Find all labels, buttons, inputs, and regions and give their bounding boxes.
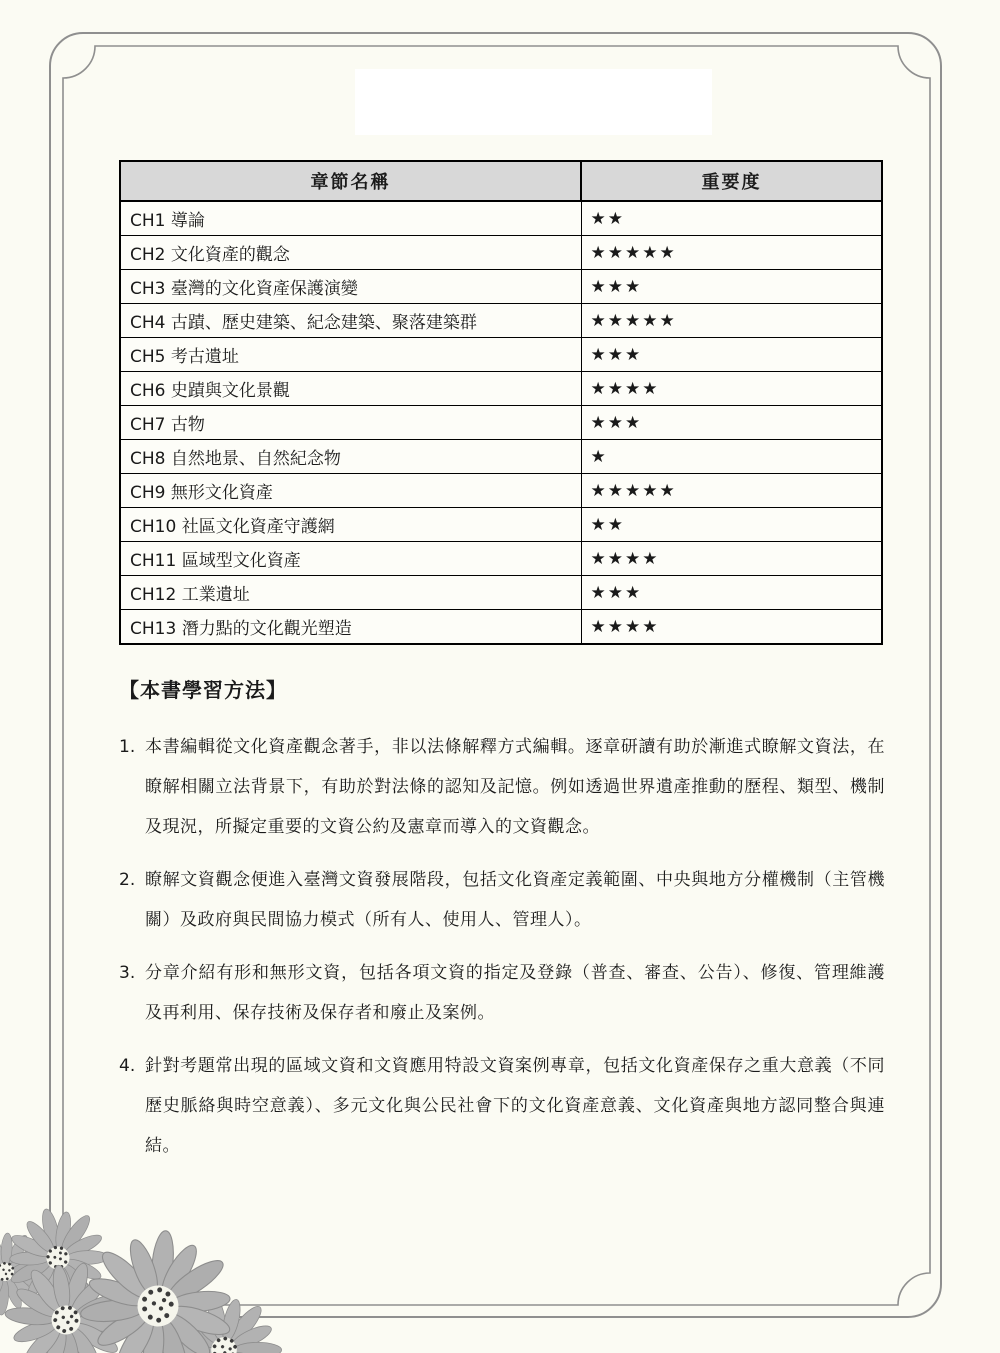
chapter-cell: CH6 史蹟與文化景觀: [120, 372, 581, 406]
star-rating: ★★★★★: [581, 304, 882, 338]
item-text: 針對考題常出現的區域文資和文資應用特設文資案例專章，包括文化資產保存之重大意義（不同歷史脈絡與時空意義）、多元文化與公民社會下的文化資產意義、文化資產與地方認同整合與連結。: [145, 1056, 885, 1156]
star-rating: ★★★★★: [581, 474, 882, 508]
chapter-cell: CH5 考古遺址: [120, 338, 581, 372]
star-rating: ★★★★: [581, 542, 882, 576]
item-text: 本書編輯從文化資產觀念著手，非以法條解釋方式編輯。逐章研讀有助於漸進式瞭解文資法，在瞭解相關立法背景下，有助於對法條的認知及記憶。例如透過世界遺產推動的歷程、類型、機制及現況，所擬定重要的文資公約及憲章而導入的文資觀念。: [145, 737, 885, 837]
star-rating: ★★: [581, 508, 882, 542]
star-rating: ★: [581, 440, 882, 474]
chapter-cell: CH7 古物: [120, 406, 581, 440]
item-number: 1.: [119, 737, 136, 757]
item-number: 2.: [119, 870, 136, 890]
chapter-cell: CH13 潛力點的文化觀光塑造: [120, 610, 581, 645]
item-number: 3.: [119, 963, 136, 983]
item-text: 分章介紹有形和無形文資，包括各項文資的指定及登錄（普查、審查、公告）、修復、管理維護及再利用、保存技術及保存者和廢止及案例。: [145, 963, 885, 1023]
chapter-cell: CH3 臺灣的文化資產保護演變: [120, 270, 581, 304]
chapter-cell: CH12 工業遺址: [120, 576, 581, 610]
star-rating: ★★★: [581, 338, 882, 372]
chapter-cell: CH1 導論: [120, 201, 581, 236]
star-rating: ★★★: [581, 270, 882, 304]
chapter-cell: CH8 自然地景、自然紀念物: [120, 440, 581, 474]
column-header-chapter: 章節名稱: [120, 161, 581, 201]
chapter-cell: CH4 古蹟、歷史建築、紀念建築、聚落建築群: [120, 304, 581, 338]
column-header-importance: 重要度: [581, 161, 882, 201]
star-rating: ★★: [581, 201, 882, 236]
star-rating: ★★★★: [581, 372, 882, 406]
item-text: 瞭解文資觀念便進入臺灣文資發展階段，包括文化資產定義範圍、中央與地方分權機制（主管機關）及政府與民間協力模式（所有人、使用人、管理人）。: [145, 870, 885, 930]
section-heading: 【本書學習方法】: [119, 678, 287, 702]
star-rating: ★★★: [581, 406, 882, 440]
star-rating: ★★★: [581, 576, 882, 610]
star-rating: ★★★★★: [581, 236, 882, 270]
chapter-cell: CH2 文化資產的觀念: [120, 236, 581, 270]
star-rating: ★★★★: [581, 610, 882, 645]
chapter-cell: CH10 社區文化資產守護網: [120, 508, 581, 542]
chapter-cell: CH9 無形文化資產: [120, 474, 581, 508]
item-number: 4.: [119, 1056, 136, 1076]
chapter-cell: CH11 區域型文化資產: [120, 542, 581, 576]
